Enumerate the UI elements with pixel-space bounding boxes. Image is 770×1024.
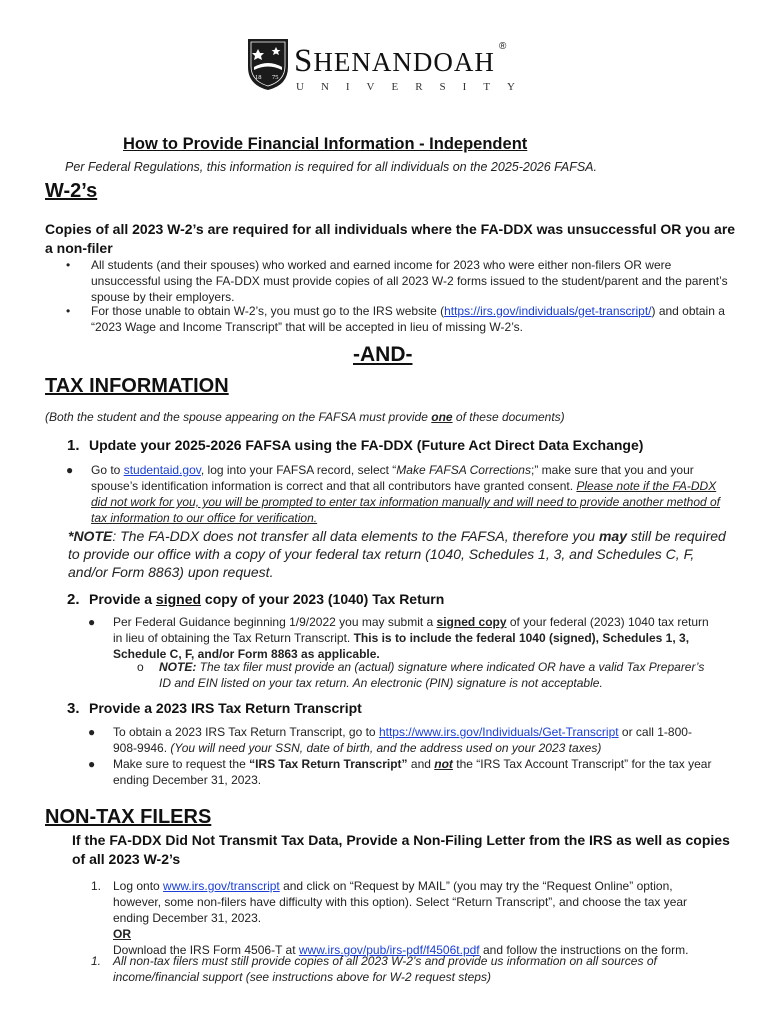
non-tax-step-1: 1. Log onto www.irs.gov/transcript and click on “Request by MAIL” (you may try the “Request Online” option, however, some non-filers have difficulty with this option). Select “Return Transcript”, and choose the tax year ending December 31, 2023. OR Download the IRS Form 4506-T at www.irs.gov/pub/irs-pdf/f4506t.pdf and follow the instructions on the form. (91, 879, 689, 957)
irs-transcript-link[interactable]: www.irs.gov/transcript (163, 879, 280, 893)
bullet-icon: ● (88, 757, 96, 771)
irs-get-transcript-link[interactable]: https://irs.gov/individuals/get-transcript/ (444, 304, 652, 318)
non-tax-filers-lead: If the FA-DDX Did Not Transmit Tax Data, Provide a Non-Filing Letter from the IRS as well as copies of all 2023 W-2’s (72, 832, 730, 867)
w2-lead: Copies of all 2023 W-2’s are required for all individuals where the FA-DDX was unsuccessful OR you are a non-filer (45, 221, 736, 256)
step-2-bullet: ● Per Federal Guidance beginning 1/9/2022 you may submit a signed copy of your federal (2023) 1040 tax return in lieu of obtaining the Tax Return Transcript. This is to include the federal 1040 (signed), Schedules 1, 3, Schedule C, F, and/or Form 8863 as applicable. (88, 615, 709, 661)
university-name: SHENANDOAH (294, 43, 495, 79)
registered-mark: ® (499, 41, 507, 52)
step-1-bullet: ● Go to studentaid.gov, log into your FAFSA record, select “Make FAFSA Corrections;” make sure that you and your spouse’s identification information is correct and that all contributors have granted consent. Please note if the FA-DDX did not work for you, you will be prompted to enter tax information manually and will need to provide another method of tax information to our office for verification. (66, 463, 721, 525)
w2-heading: W-2’s (45, 180, 98, 202)
irs-form-4506t-link[interactable]: www.irs.gov/pub/irs-pdf/f4506t.pdf (298, 943, 480, 957)
tax-information-note: (Both the student and the spouse appearing on the FAFSA must provide one of these documents) (45, 410, 565, 424)
fa-ddx-note: *NOTE: The FA-DDX does not transfer all data elements to the FAFSA, therefore you may still be required to provide our office with a copy of your federal tax return (1040, Schedules 1, 3, and Schedules C, F, and/or Form 8863) upon request. (68, 528, 726, 580)
step-2-sub-note: o NOTE: The tax filer must provide an (actual) signature where indicated OR have a valid Tax Preparer’s ID and EIN listed on your tax return. An electronic (PIN) signature is not acceptable. (137, 660, 705, 690)
w2-bullet-2: • For those unable to obtain W-2’s, you must go to the IRS website (https://irs.gov/individuals/get-transcript/) and obtain a “2023 Wage and Income Transcript” that will be accepted in lieu of missing W-2’s. (66, 304, 725, 334)
studentaid-link[interactable]: studentaid.gov (123, 463, 201, 477)
irs-get-transcript-link-2[interactable]: https://www.irs.gov/Individuals/Get-Transcript (378, 725, 619, 739)
university-logo (246, 37, 532, 97)
page-title: How to Provide Financial Information - Independent (123, 135, 528, 153)
tax-information-heading: TAX INFORMATION (45, 375, 229, 397)
step-2-heading: 2. Provide a signed copy of your 2023 (1040) Tax Return (67, 591, 445, 608)
step-1-heading: 1. Update your 2025-2026 FAFSA using the FA-DDX (Future Act Direct Data Exchange) (67, 437, 644, 454)
step-3-bullet-2: ● Make sure to request the “IRS Tax Return Transcript” and not the “IRS Tax Account Transcript” for the tax year ending December 31, 2023. (88, 757, 712, 787)
and-divider: -AND- (353, 343, 413, 366)
page-subtitle: Per Federal Regulations, this information is required for all individuals on the 2025-2026 FAFSA. (65, 160, 597, 174)
step-3-bullet-1: ● To obtain a 2023 IRS Tax Return Transcript, go to https://www.irs.gov/Individuals/Get-Transcript or call 1-800-908-9946. (You will need your SSN, date of birth, and the address used on your 2023 taxes) (88, 725, 692, 755)
non-tax-filers-heading: NON-TAX FILERS (45, 806, 212, 828)
bullet-icon: ● (88, 725, 96, 739)
bullet-icon: ● (88, 615, 96, 629)
bullet-icon: • (66, 258, 71, 272)
w2-bullet-1: • All students (and their spouses) who worked and earned income for 2023 who were either non-filers OR were unsuccessful using the FA-DDX must provide copies of all 2023 W-2 forms issued to the student/parent and the parent’s spouse by their employers. (66, 258, 728, 304)
step-3-heading: 3. Provide a 2023 IRS Tax Return Transcript (67, 700, 362, 717)
circle-bullet-icon: o (137, 660, 144, 674)
non-tax-step-2: 1. All non-tax filers must still provide copies of all 2023 W-2’s and provide us information on all sources of income/financial support (see instructions above for W-2 request steps) (91, 954, 657, 984)
bullet-icon: • (66, 304, 71, 318)
university-seal-icon (246, 37, 290, 91)
svg-text:18: 18 (255, 74, 262, 81)
bullet-icon: ● (66, 463, 74, 477)
university-subline: UNIVERSITY (296, 81, 532, 93)
svg-text:75: 75 (272, 74, 279, 81)
